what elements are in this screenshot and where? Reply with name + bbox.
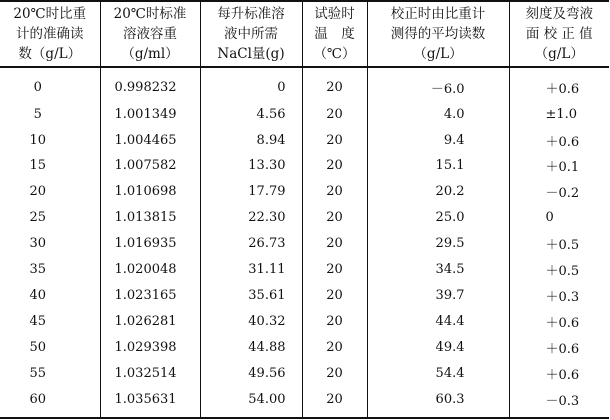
table-row bbox=[0, 360, 609, 386]
table-cell: 20 bbox=[302, 308, 367, 334]
table-cell: 1.016935 bbox=[100, 231, 200, 257]
table-row bbox=[0, 283, 609, 309]
table-header bbox=[0, 1, 609, 67]
table-cell: 45 bbox=[29, 313, 47, 329]
column-header-line: 温 度 bbox=[314, 26, 355, 42]
table-cell: 20 bbox=[302, 231, 367, 257]
column-header-2 bbox=[200, 1, 302, 67]
column-header-line: 刻度及弯液 bbox=[525, 6, 593, 22]
table-body bbox=[0, 67, 609, 418]
table-row bbox=[0, 179, 609, 205]
column-header-line: 测得的平均读数 bbox=[390, 26, 486, 42]
column-header-line: （℃） bbox=[313, 46, 356, 62]
table-cell: 5 bbox=[33, 106, 42, 122]
table-cell: 1.004465 bbox=[100, 127, 200, 153]
table-cell: －6.0 bbox=[367, 67, 509, 101]
column-header-line: （g/ml） bbox=[121, 46, 179, 62]
table-cell: 40.32 bbox=[200, 308, 302, 334]
table-cell: 20 bbox=[302, 153, 367, 179]
table-cell: 20 bbox=[302, 360, 367, 386]
table-cell: 20 bbox=[302, 67, 367, 101]
table-cell: 1.029398 bbox=[100, 334, 200, 360]
table-row bbox=[0, 153, 609, 179]
table-cell: 34.5 bbox=[367, 257, 509, 283]
table-cell: 1.032514 bbox=[100, 360, 200, 386]
table-cell: 54.00 bbox=[200, 386, 302, 418]
table-cell: 40 bbox=[29, 287, 47, 303]
table-cell: 1.010698 bbox=[100, 179, 200, 205]
table-cell: 55 bbox=[29, 365, 47, 381]
column-header-3 bbox=[302, 1, 367, 67]
table-row bbox=[0, 67, 609, 101]
table-cell: －0.3 bbox=[509, 386, 609, 418]
column-header-line: 每升标准溶 bbox=[217, 6, 285, 22]
table-cell: 10 bbox=[29, 132, 47, 148]
table-cell: 20.2 bbox=[367, 179, 509, 205]
table-cell: ＋0.5 bbox=[509, 257, 609, 283]
table-cell: 60.3 bbox=[367, 386, 509, 418]
column-header-line: NaCl量(g) bbox=[217, 46, 285, 62]
table-cell: 1.026281 bbox=[100, 308, 200, 334]
table-cell: 20 bbox=[302, 334, 367, 360]
table-cell: 49.56 bbox=[200, 360, 302, 386]
header-row bbox=[0, 1, 609, 67]
table-cell: 20 bbox=[302, 257, 367, 283]
table-cell: 15 bbox=[29, 158, 47, 174]
column-header-line: （g/L） bbox=[534, 46, 584, 62]
table-cell: －0.2 bbox=[509, 179, 609, 205]
table-cell: 44.88 bbox=[200, 334, 302, 360]
table-cell: ＋0.1 bbox=[509, 153, 609, 179]
table-cell: 29.5 bbox=[367, 231, 509, 257]
table-row bbox=[0, 386, 609, 418]
table-cell: ＋0.6 bbox=[509, 334, 609, 360]
table-cell: 20 bbox=[29, 184, 47, 200]
table-cell: ＋0.5 bbox=[509, 231, 609, 257]
table-cell: 54.4 bbox=[367, 360, 509, 386]
table-cell: 1.013815 bbox=[100, 205, 200, 231]
column-header-line: 溶液容重 bbox=[123, 26, 177, 42]
column-header-line: 20℃时比重 bbox=[13, 6, 87, 22]
table-cell: 31.11 bbox=[200, 257, 302, 283]
table-cell: 20 bbox=[302, 205, 367, 231]
table-cell: 50 bbox=[29, 339, 47, 355]
column-header-line: （g/L） bbox=[413, 46, 463, 62]
table-cell: 17.79 bbox=[200, 179, 302, 205]
table-row bbox=[0, 127, 609, 153]
table-row bbox=[0, 205, 609, 231]
table-cell: 0.998232 bbox=[100, 67, 200, 101]
table-cell: 20 bbox=[302, 283, 367, 309]
table-cell: 9.4 bbox=[367, 127, 509, 153]
column-header-line: 试验时 bbox=[314, 6, 355, 22]
column-header-line: 面 校 正 值 bbox=[525, 26, 593, 42]
table-cell: 0 bbox=[509, 205, 609, 231]
column-header-4 bbox=[367, 1, 509, 67]
table-cell: ±1.0 bbox=[509, 101, 609, 127]
table-cell: 20 bbox=[302, 127, 367, 153]
column-header-line: 20℃时标准 bbox=[113, 6, 187, 22]
table-cell: 25 bbox=[29, 210, 47, 226]
table-cell: 22.30 bbox=[200, 205, 302, 231]
column-header-line: 校正时由比重计 bbox=[390, 6, 486, 22]
table-cell: 13.30 bbox=[200, 153, 302, 179]
table-row bbox=[0, 231, 609, 257]
table-cell: 8.94 bbox=[200, 127, 302, 153]
table-cell: 30 bbox=[29, 236, 47, 252]
table-cell: 25.0 bbox=[367, 205, 509, 231]
table-cell: 35 bbox=[29, 262, 47, 278]
table-cell: 26.73 bbox=[200, 231, 302, 257]
column-header-line: 计的准确读 bbox=[16, 26, 84, 42]
table-cell: 0 bbox=[200, 67, 302, 101]
table-cell: 20 bbox=[302, 101, 367, 127]
table-cell: 4.56 bbox=[200, 101, 302, 127]
table-cell: 49.4 bbox=[367, 334, 509, 360]
table-cell: 4.0 bbox=[367, 101, 509, 127]
table-cell: ＋0.6 bbox=[509, 67, 609, 101]
column-header-5 bbox=[509, 1, 609, 67]
table-cell: 1.001349 bbox=[100, 101, 200, 127]
column-header-0 bbox=[0, 1, 100, 67]
table-cell: 1.007582 bbox=[100, 153, 200, 179]
table-cell: 1.023165 bbox=[100, 283, 200, 309]
table-cell: 20 bbox=[302, 179, 367, 205]
table-row bbox=[0, 257, 609, 283]
table-cell: ＋0.6 bbox=[509, 360, 609, 386]
table-row bbox=[0, 101, 609, 127]
table-cell: 39.7 bbox=[367, 283, 509, 309]
table-cell: 20 bbox=[302, 386, 367, 418]
column-header-line: 数（g/L） bbox=[18, 46, 82, 62]
table-cell: 1.035631 bbox=[100, 386, 200, 418]
table-cell: ＋0.6 bbox=[509, 308, 609, 334]
table-cell: ＋0.6 bbox=[509, 127, 609, 153]
table-row bbox=[0, 334, 609, 360]
table-cell: 1.020048 bbox=[100, 257, 200, 283]
column-header-line: 液中所需 bbox=[224, 26, 278, 42]
table-row bbox=[0, 308, 609, 334]
table-cell: ＋0.3 bbox=[509, 283, 609, 309]
column-header-1 bbox=[100, 1, 200, 67]
table-cell: 15.1 bbox=[367, 153, 509, 179]
table-cell: 0 bbox=[33, 80, 42, 96]
table-cell: 44.4 bbox=[367, 308, 509, 334]
table-cell: 60 bbox=[0, 386, 100, 418]
table-cell: 35.61 bbox=[200, 283, 302, 309]
